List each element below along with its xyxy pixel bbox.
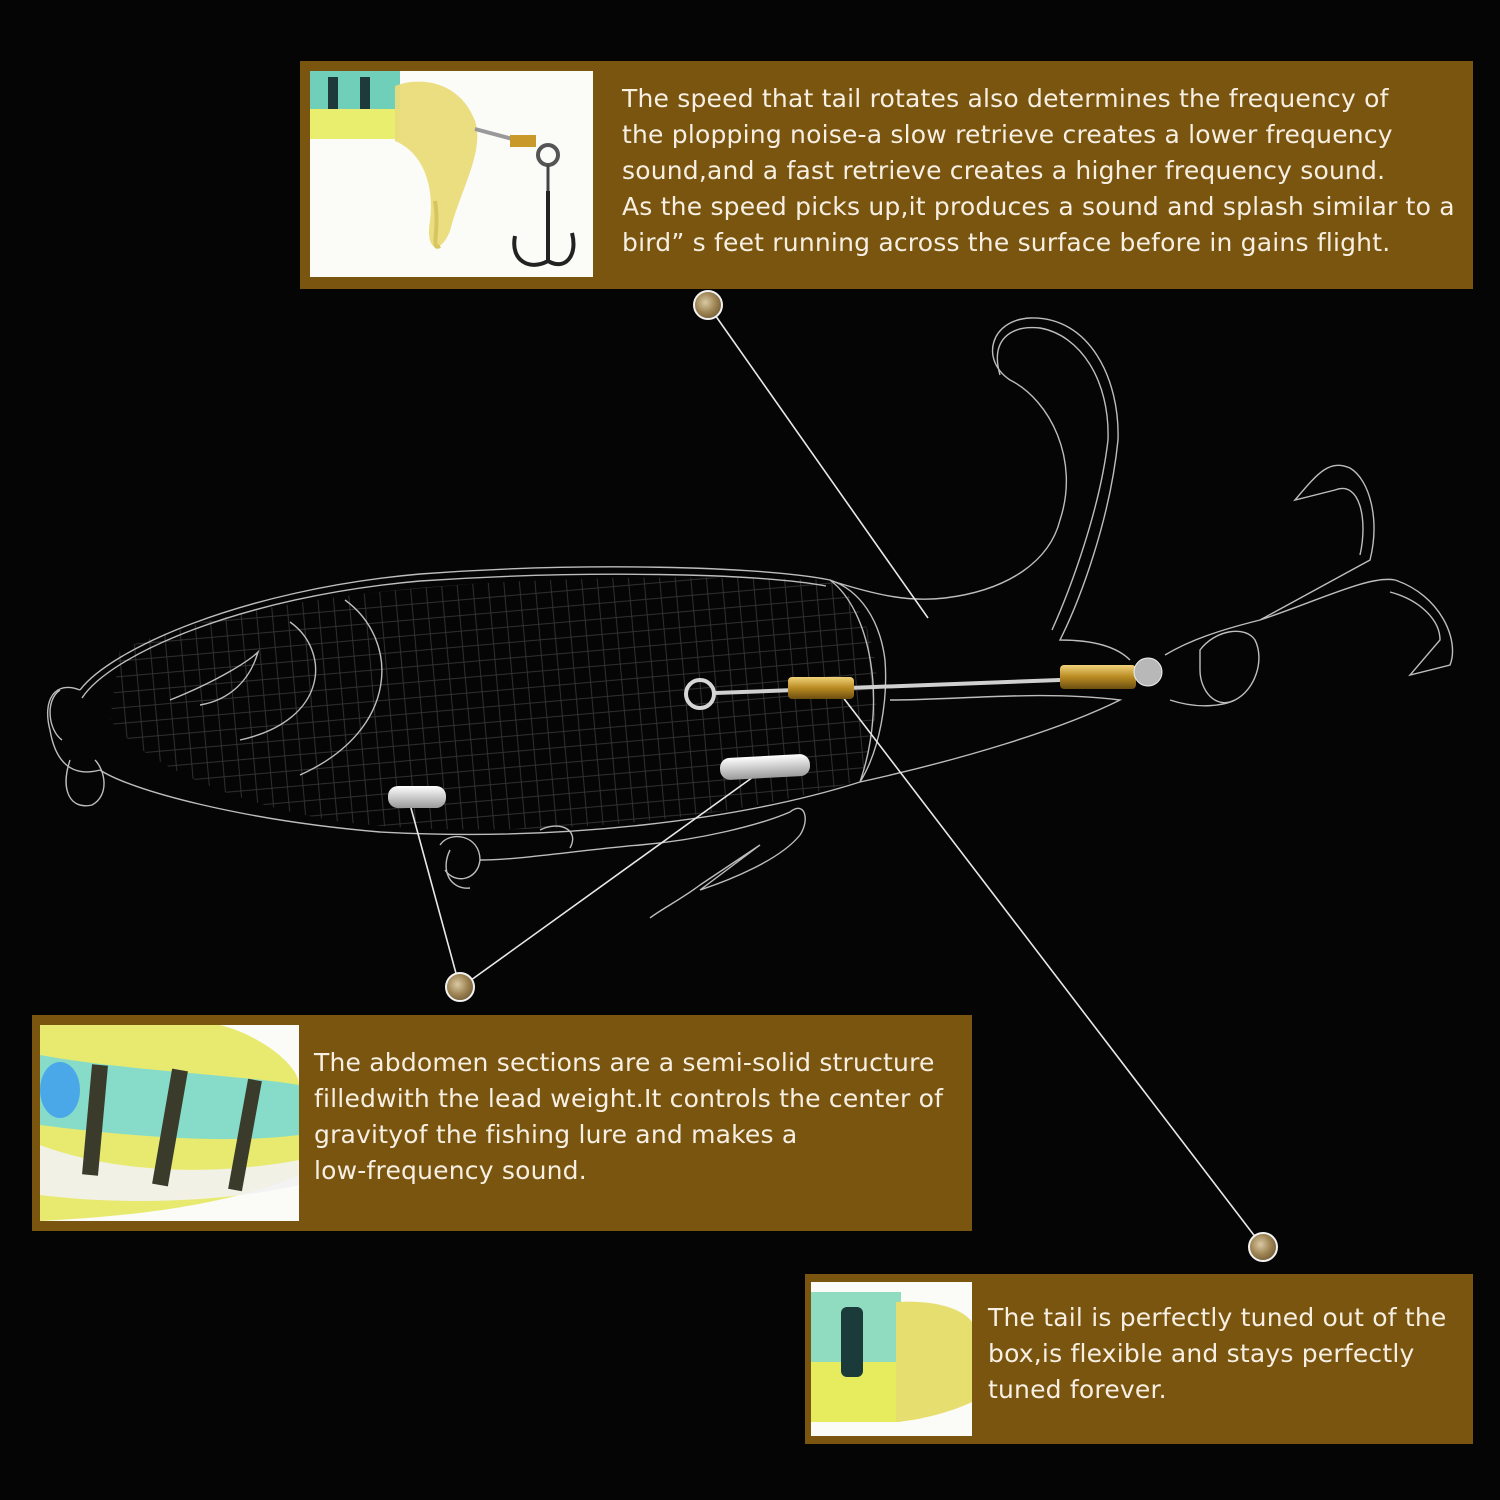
callout-tail-tuned: [805, 1274, 1473, 1444]
connector-dot-tail-speed: [693, 290, 723, 320]
text-line: The tail is perfectly tuned out of the: [988, 1303, 1447, 1332]
text-line: The speed that tail rotates also determines the frequency of: [622, 84, 1389, 113]
text-line: low-frequency sound.: [314, 1156, 587, 1185]
lure-abdomen-photo: [40, 1025, 299, 1221]
callout-tail-speed: [300, 61, 1473, 289]
lead-weight-rear: [719, 754, 810, 781]
tail-spinner-hook-photo: [310, 71, 593, 277]
text-line: gravityof the fishing lure and makes a: [314, 1120, 798, 1149]
callout-text: [314, 1045, 964, 1189]
rear-hook-outline: [1165, 465, 1453, 675]
text-line: box,is flexible and stays perfectly: [988, 1339, 1415, 1368]
text-line: sound,and a fast retrieve creates a higher frequency sound.: [622, 156, 1386, 185]
brass-sleeve-rear: [1060, 665, 1136, 689]
connector-dot-tail-tuned: [1248, 1232, 1278, 1262]
metal-bead: [1134, 658, 1162, 686]
callout-text: [988, 1300, 1468, 1408]
text-line: filledwith the lead weight.It controls the center of: [314, 1084, 944, 1113]
connector-dot-abdomen: [445, 972, 475, 1002]
text-line: bird” s feet running across the surface before in gains flight.: [622, 228, 1391, 257]
callout-text: [622, 81, 1462, 261]
text-line: the plopping noise-a slow retrieve creates a lower frequency: [622, 120, 1393, 149]
text-line: The abdomen sections are a semi-solid structure: [314, 1048, 935, 1077]
lure-tail-photo: [811, 1282, 972, 1436]
lead-weight-front: [388, 786, 446, 808]
brass-sleeve-front: [788, 677, 854, 699]
lure-body-mesh: [110, 578, 877, 830]
text-line: As the speed picks up,it produces a sound and splash similar to a: [622, 192, 1455, 221]
text-line: tuned forever.: [988, 1375, 1167, 1404]
tail-spinner-outline: [835, 318, 1130, 660]
callout-abdomen: [32, 1015, 972, 1231]
